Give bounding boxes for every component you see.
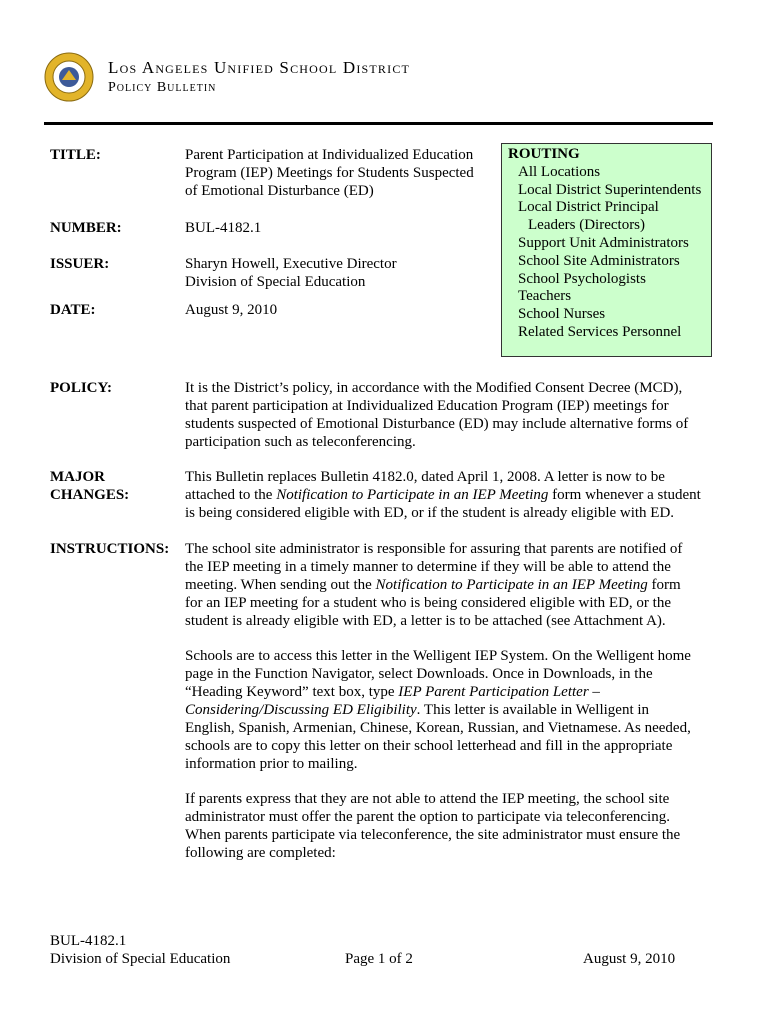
policy-text (185, 379, 707, 451)
major-changes-label (50, 468, 129, 504)
instr-line: When parents participate via teleconference, the site administrator must ensure the (185, 827, 681, 843)
policy-bulletin-subtitle: Policy Bulletin (108, 80, 217, 95)
instr-line: meeting. When sending out the Notification to Participate in an IEP Meeting form (185, 577, 681, 593)
policy-label: POLICY: (50, 380, 112, 396)
routing-item: School Site Administrators (518, 252, 680, 269)
header-divider (44, 122, 713, 125)
number-label: NUMBER: (50, 220, 122, 236)
issuer-line: Sharyn Howell, Executive Director (185, 256, 397, 272)
letter-name-italic: IEP Parent Participation Letter – (398, 684, 600, 700)
instr-line: Considering/Discussing ED Eligibility. This letter is available in Welligent in (185, 702, 650, 718)
footer-page-number: Page 1 of 2 (345, 951, 413, 967)
instr-line: page in the Function Navigator, select Downloads. Once in Downloads, in the (185, 666, 653, 682)
form-title-italic: Notification to Participate in an IEP Meeting (375, 577, 648, 593)
issuer-line: Division of Special Education (185, 274, 366, 290)
major-label-line: CHANGES: (50, 487, 130, 503)
title-line: Parent Participation at Individualized Education (185, 147, 474, 163)
instructions-para-3 (185, 790, 707, 862)
instr-line: for an IEP meeting for a student who is being considered eligible with ED, or the (185, 595, 671, 611)
instr-line: schools are to copy this letter on their school letterhead and fill in the appropriate (185, 738, 673, 754)
form-title-italic: Notification to Participate in an IEP Meeting (276, 487, 549, 503)
major-label-line: MAJOR (50, 469, 105, 485)
number-value: BUL-4182.1 (185, 220, 262, 236)
instr-line: following are completed: (185, 845, 336, 861)
instructions-para-1 (185, 540, 707, 630)
footer-date: August 9, 2010 (583, 951, 676, 967)
footer-bulletin-number: BUL-4182.1 (50, 933, 127, 949)
routing-item: Leaders (Directors) (528, 217, 646, 234)
policy-line: It is the District’s policy, in accordance with the Modified Consent Decree (MCD), (185, 380, 683, 396)
instr-line: the IEP meeting in a timely manner to determine if they will be able to attend the (185, 559, 671, 575)
district-seal-logo (44, 52, 94, 102)
major-line: is being considered eligible with ED, or if the student is already eligible with ED. (185, 505, 675, 521)
title-line: of Emotional Disturbance (ED) (185, 183, 374, 199)
instr-line: If parents express that they are not able to attend the IEP meeting, the school site (185, 791, 670, 807)
major-changes-text (185, 468, 707, 522)
routing-item: Local District Principal (518, 199, 659, 216)
instr-line: The school site administrator is responsible for assuring that parents are notified of (185, 541, 683, 557)
policy-line: participation such as teleconferencing. (185, 434, 416, 450)
instructions-label: INSTRUCTIONS: (50, 541, 170, 557)
title-line: Program (IEP) Meetings for Students Suspected (185, 165, 474, 181)
date-label: DATE: (50, 302, 96, 318)
routing-item: Support Unit Administrators (518, 234, 689, 251)
date-value: August 9, 2010 (185, 302, 278, 318)
title-value (185, 146, 474, 200)
instr-line: Schools are to access this letter in the Welligent IEP System. On the Welligent home (185, 648, 691, 664)
instr-line: student is already eligible with ED, a letter is to be attached (see Attachment A). (185, 613, 666, 629)
routing-item: School Nurses (518, 306, 606, 323)
instr-line: information prior to mailing. (185, 756, 358, 772)
footer-division: Division of Special Education (50, 951, 231, 967)
routing-item: Local District Superintendents (518, 181, 702, 198)
issuer-value (185, 255, 397, 291)
policy-line: students suspected of Emotional Disturbance (ED) may include alternative forms of (185, 416, 689, 432)
routing-box (501, 143, 712, 357)
instr-line: English, Spanish, Armenian, Chinese, Korean, Russian, and Vietnamese. As needed, (185, 720, 691, 736)
issuer-label: ISSUER: (50, 256, 110, 272)
routing-title: ROUTING (508, 146, 580, 162)
major-line: attached to the Notification to Participate in an IEP Meeting form whenever a student (185, 487, 701, 503)
instructions-para-2 (185, 647, 707, 773)
policy-line: that parent participation at Individualized Education Program (IEP) meetings for (185, 398, 669, 414)
routing-item: All Locations (518, 163, 601, 180)
routing-item: Teachers (518, 288, 572, 305)
letter-name-italic: Considering/Discussing ED Eligibility (185, 702, 417, 718)
routing-item: School Psychologists (518, 270, 646, 287)
instr-line: administrator must offer the parent the option to participate via teleconferencing. (185, 809, 670, 825)
routing-item: Related Services Personnel (518, 323, 682, 340)
district-name: Los Angeles Unified School District (108, 58, 411, 77)
major-line: This Bulletin replaces Bulletin 4182.0, dated April 1, 2008. A letter is now to be (185, 469, 665, 485)
instr-line: “Heading Keyword” text box, type IEP Parent Participation Letter – (185, 684, 600, 700)
title-label: TITLE: (50, 147, 101, 163)
